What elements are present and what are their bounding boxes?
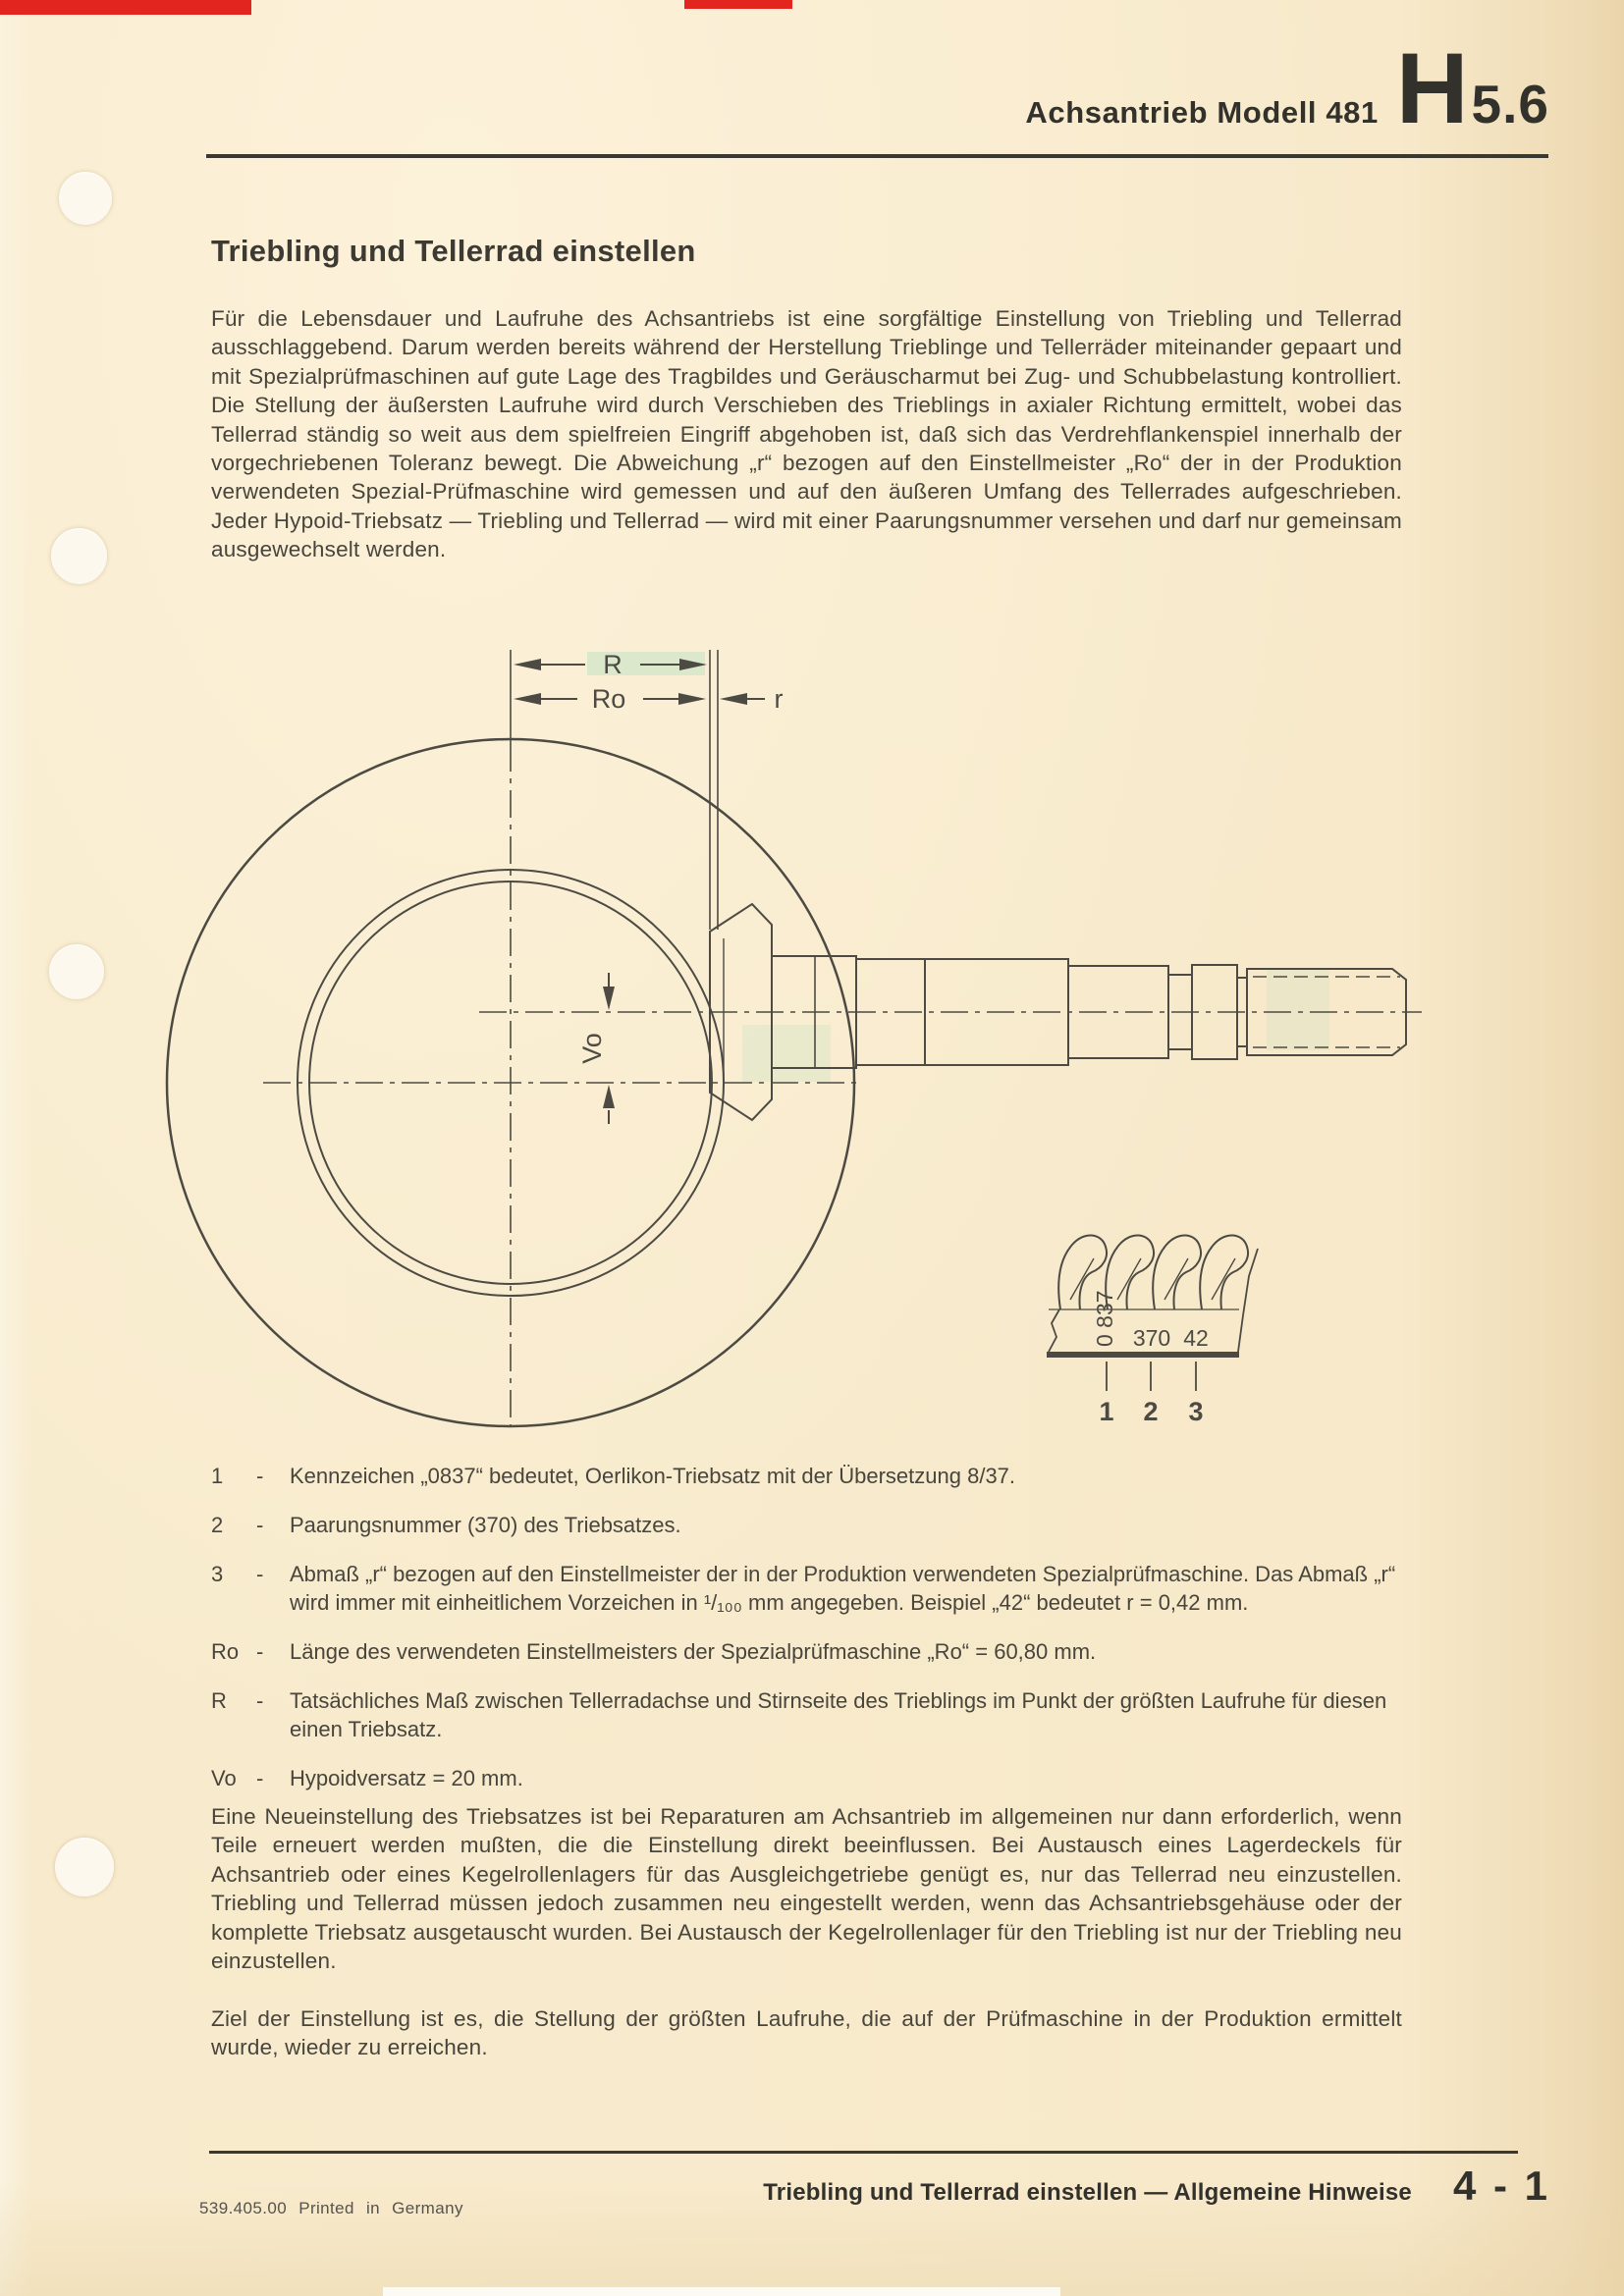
scan-artifact xyxy=(1267,968,1329,1050)
scan-bottom-bar xyxy=(383,2287,1060,2296)
callout-3: 3 xyxy=(1188,1397,1204,1426)
footer-rule xyxy=(209,2151,1518,2154)
legend-row xyxy=(211,1511,1438,1539)
dimension-Ro-label: Ro xyxy=(591,684,626,714)
legend-text: Kennzeichen „0837“ bedeutet, Oerlikon-Triebsatz mit der Übersetzung 8/37. xyxy=(290,1464,1016,1488)
legend xyxy=(211,1462,1438,1813)
legend-row xyxy=(211,1560,1438,1617)
legend-separator: - xyxy=(256,1639,264,1664)
scan-red-bar-left xyxy=(0,0,251,15)
technical-drawing xyxy=(128,618,1434,1433)
dimension-Vo-label: Vo xyxy=(577,1033,607,1064)
tooth-marking-type: 0 837 xyxy=(1092,1290,1117,1347)
hole-punch xyxy=(59,172,112,225)
legend-key: 2 xyxy=(211,1513,224,1537)
page-title: Triebling und Tellerrad einstellen xyxy=(211,234,696,268)
legend-separator: - xyxy=(256,1766,264,1790)
legend-key: 1 xyxy=(211,1464,224,1488)
legend-row xyxy=(211,1462,1438,1490)
dimension-R-label: R xyxy=(603,650,623,679)
page-number: 4 - 1 xyxy=(1452,2163,1550,2209)
scan-artifact xyxy=(742,1025,831,1082)
legend-separator: - xyxy=(256,1562,264,1586)
print-code: 539.405.00 Printed in Germany xyxy=(199,2199,463,2217)
legend-text: Tatsächliches Maß zwischen Tellerradachse und Stirnseite des Trieblings im Punkt der größten Laufruhe für diesen einen Triebsatz. xyxy=(290,1688,1387,1741)
hole-punch xyxy=(49,944,104,999)
dimension-r xyxy=(720,693,765,705)
legend-text: Abmaß „r“ bezogen auf den Einstellmeister der in der Produktion verwendeten Spezialprüfmaschine. Das Abmaß „r“ wird immer mit einheitlichem Vorzeichen in ¹/₁₀₀ mm angegeben. Beispiel „42“ bedeutet r = 0,42 mm. xyxy=(290,1562,1396,1615)
legend-row xyxy=(211,1637,1438,1666)
legend-row xyxy=(211,1686,1438,1743)
legend-text: Paarungsnummer (370) des Triebsatzes. xyxy=(290,1513,681,1537)
hole-punch xyxy=(51,528,107,584)
scan-red-bar-middle xyxy=(684,0,792,9)
legend-key: 3 xyxy=(211,1562,224,1586)
legend-separator: - xyxy=(256,1464,264,1488)
legend-key: R xyxy=(211,1688,227,1713)
footer-chapter-title: Triebling und Tellerrad einstellen — Allgemeine Hinweise xyxy=(763,2179,1412,2206)
tooth-marking-detail xyxy=(1047,1235,1258,1391)
legend-separator: - xyxy=(256,1688,264,1713)
page-header xyxy=(687,33,1549,143)
section-letter: H xyxy=(1395,32,1466,144)
callout-1: 1 xyxy=(1099,1397,1114,1426)
paragraph-readjust: Eine Neueinstellung des Triebsatzes ist bei Reparaturen am Achsantrieb im allgemeinen nur dann erforderlich, wenn Teile erneuert werden mußten, die die Einstellung direkt beeinflussen. Bei Austausch eines Lagerdeckels für Achsantrieb oder eines Kegelrollenlagers für das Ausgleichgetriebe genügt es, nur das Tellerrad neu einzustellen. Triebling und Tellerrad müssen jedoch zusammen neu eingestellt werden, wenn das Achsantriebsgehäuse oder der komplette Triebsatz ausgetauscht wurden. Bei Austausch der Kegelrollenlager für den Triebling ist nur der Triebling neu einzustellen. xyxy=(211,1804,1402,1974)
legend-text: Länge des verwendeten Einstellmeisters der Spezialprüfmaschine „Ro“ = 60,80 mm. xyxy=(290,1639,1097,1664)
callout-2: 2 xyxy=(1143,1397,1159,1426)
tooth-marking-deviation: 42 xyxy=(1183,1325,1209,1351)
legend-text: Hypoidversatz = 20 mm. xyxy=(290,1766,523,1790)
hole-punch xyxy=(55,1838,114,1896)
header-title: Achsantrieb Modell 481 xyxy=(1025,95,1379,130)
legend-row xyxy=(211,1764,1438,1792)
legend-key: Ro xyxy=(211,1639,240,1664)
tooth-marking-pairing: 370 xyxy=(1132,1325,1171,1351)
header-rule xyxy=(206,154,1548,158)
legend-separator: - xyxy=(256,1513,264,1537)
dimension-r-label: r xyxy=(774,684,784,714)
paragraph-intro: Für die Lebensdauer und Laufruhe des Achsantriebs ist eine sorgfältige Einstellung von Triebling und Tellerrad ausschlaggebend. Darum werden bereits während der Herstellung Trieblinge und Tellerräder miteinander gepaart und mit Spezialprüfmaschinen auf gute Lage des Tragbildes und Geräuscharmut bei Zug- und Schubbelastung kontrolliert. Die Stellung der äußersten Laufruhe wird durch Verschieben des Trieblings in axialer Richtung ermittelt, wobei das Tellerrad ständig so weit aus dem spielfreien Eingriff abgehoben ist, daß sich das Verdrehflankenspiel innerhalb der vorgechriebenen Toleranz bewegt. Die Abweichung „r“ bezogen auf den Einstellmeister „Ro“ der in der Produktion verwendeten Spezial-Prüfmaschine wird gemessen und auf den äußeren Umfang des Tellerrades aufgeschrieben. Jeder Hypoid-Triebsatz — Triebling und Tellerrad — wird mit einer Paarungsnummer versehen und darf nur gemeinsam ausgewechselt werden. xyxy=(211,306,1402,562)
paragraph-goal: Ziel der Einstellung ist es, die Stellung der größten Laufruhe, die auf der Prüfmaschine in der Produktion ermittelt wurde, wieder zu erreichen. xyxy=(211,2006,1402,2060)
section-number: 5.6 xyxy=(1471,74,1549,134)
legend-key: Vo xyxy=(211,1766,237,1790)
